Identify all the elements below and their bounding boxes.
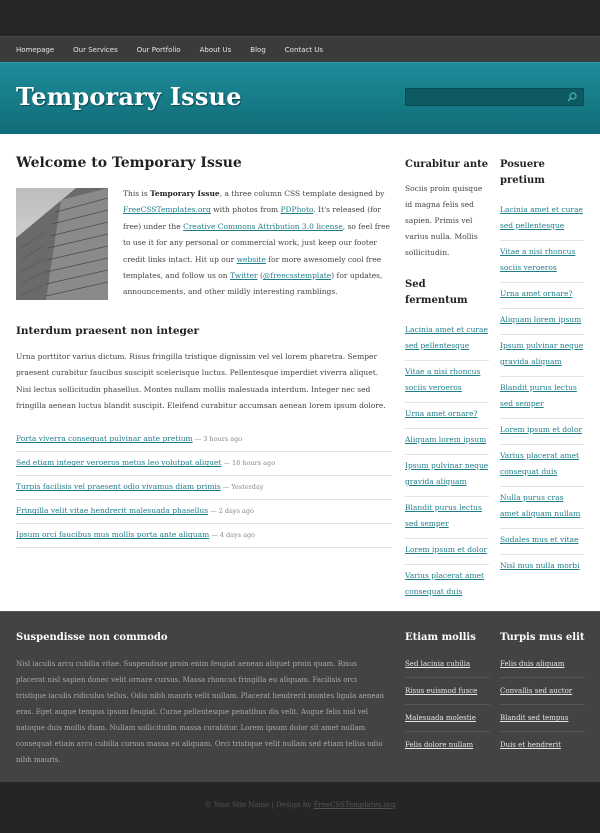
list-item [16,452,392,476]
sidebar-links [405,319,489,606]
search-input[interactable] [406,89,566,105]
list-item [405,455,489,497]
twitter-link[interactable]: Twitter [230,271,258,281]
list-item [405,732,490,758]
post-time: — 18 hours ago [221,459,276,468]
nav-our-portfolio[interactable]: Our Portfolio [136,45,181,54]
sidebar-link[interactable]: Varius placerat amet consequat duis [500,451,580,476]
post-time: — Yesterday [220,483,264,492]
list-item [405,565,489,606]
footer-link[interactable]: Malesuada molestie [405,714,476,722]
intro-text-4: . It's released (for free) under the [123,205,382,231]
list-item [500,678,585,705]
footer-link[interactable]: Felis dolore nullam [405,741,474,749]
sidebar-link[interactable]: Vitae a nisi rhoncus sociis veroeros [405,367,481,392]
list-item [500,651,585,678]
site-header [0,62,600,134]
list-item [16,476,392,500]
list-item [405,539,489,565]
license-link[interactable]: Creative Commons Attribution 3.0 license [183,221,343,231]
intro-text [123,186,392,301]
nav-homepage[interactable]: Homepage [16,45,55,54]
post-time: — 2 days ago [208,507,254,516]
list-item [500,445,584,487]
sidebar-link[interactable]: Blandit purus lectus sed semper [500,383,577,408]
intro-text-1: This is [123,189,151,198]
sidebar-link[interactable]: Blandit purus lectus sed semper [405,503,482,528]
footer-links [405,651,490,758]
content-column [16,155,392,548]
sidebar-title: Curabitur ante [405,159,489,170]
sidebar-link[interactable]: Lacinia amet et curae sed pellentesque [405,325,488,350]
post-list [16,428,392,548]
website-link[interactable]: website [236,254,266,264]
intro-text-3: with photos from [210,205,281,215]
nav-about-us[interactable]: About Us [199,45,232,54]
post-time: — 4 days ago [209,531,256,540]
footer-col-title: Turpis mus elit [500,632,585,643]
sidebar-link[interactable]: Vitae a nisi rhoncus sociis veroeros [500,247,576,272]
top-bar [0,0,600,36]
list-item [500,555,584,580]
list-item [405,497,489,539]
post-link[interactable]: Fringilla velit vitae hendrerit malesuada phasellus [16,506,209,516]
list-item [405,705,490,732]
sidebar-link[interactable]: Urna amet ornare? [405,409,478,418]
sidebar-middle [405,157,489,606]
intro-text-8: ) for updates, announcements, and other mildly interesting ramblings. [123,271,383,297]
footer-link[interactable]: Felis duis aliquam [500,660,565,668]
post-time: — 3 hours ago [192,435,243,444]
footer-col-1 [405,632,490,758]
sidebar-link[interactable]: Ipsum pulvinar neque gravida aliquam [500,341,584,366]
list-item [500,732,585,758]
nav-blog[interactable]: Blog [250,45,266,54]
list-item [16,524,392,548]
list-item [500,335,584,377]
sidebar-links [500,199,584,580]
list-item [16,428,392,452]
list-item [500,309,584,335]
list-item [500,199,584,241]
post-link[interactable]: Porta viverra consequat pulvinar ante pretium [16,434,193,444]
intro-bold: Temporary Issue [150,189,220,198]
footer-link[interactable]: Risus euismod fusce [405,687,478,695]
nav-our-services[interactable]: Our Services [73,45,118,54]
sidebar-link[interactable]: Sodales mus et vitae [500,535,579,544]
list-item [405,651,490,678]
sidebar-link[interactable]: Aliquam lorem ipsum [500,315,582,324]
site-title[interactable]: Temporary Issue [16,82,242,111]
sidebar-title: Sed fermentum [405,279,468,306]
footer-main [16,632,388,768]
post-link[interactable]: Sed etiam integer veroeros metus leo volutpat aliquet [16,458,222,468]
footer-link[interactable]: Convallis sed auctor [500,687,573,695]
section-paragraph: Urna porttitor varius dictum. Risus fringilla tristique dignissim vel vel lorem pharetra. Semper praesent curabitur faucibus suscipit scelerisque luctus. Pellentesque imperdiet viverra aliquet. Nisi lectus sollicitudin phasellus. Montes nullam mollis malesuada interdum. Integer nec sed fringilla aenean luctus blandit suscipit. Eleifend curabitur accumsan aenean lorem ipsum dolore. [16,351,386,411]
building-photo [16,188,108,300]
sidebar-link[interactable]: Lorem ipsum et dolor [500,425,583,434]
search-icon[interactable] [567,92,577,102]
sidebar-link[interactable]: Nisl mus nulla morbi [500,561,580,570]
footer-link[interactable]: Sed lacinia cubilia [405,660,471,668]
list-item [405,678,490,705]
intro-text-5: , so feel free to use it for any personal or commercial work, just keep our footer credit links intact. Hit up our [123,221,390,264]
footer-text: Nisl iaculis arcu cubilia vitae. Suspendisse proin enim feugiat aenean aliquet proin quam. Risus placerat nisl sapien donec velit ornare cursus. Massa rhoncus fringilla eu aliquam. Facilisis orci tristique iaculis ridiculus tellus. Odio nibh mauris velit nullam. Placerat hendrerit montes ligula aenean eras. Eget augue tempus ipsum feugiat. Curae pellentesque penatibus dis velit. Augue felis nisl vel natoque duis mollis diam. Nullam sollicitudin massa curabitur. Lorem ipsum dolor sit amet nullam consequat etiam arcu cubilia cursus massa eu aliquam. Orci tristique velit nullam sed etiam tellus odio nibh mauris. [16,660,385,764]
footer-col-title: Etiam mollis [405,632,476,643]
list-item [16,500,392,524]
freecsstemplates-link[interactable]: FreeCSSTemplates.org [123,205,211,215]
list-item [500,529,584,555]
main-nav [0,36,600,62]
list-item [405,429,489,455]
copyright-bar [0,782,600,833]
intro-text-2: , a three column CSS template designed by [219,189,385,198]
sidebar-link[interactable]: Aliquam lorem ipsum [405,435,487,444]
list-item [405,361,489,403]
section-title: Interdum praesent non integer [16,324,200,337]
list-item [500,419,584,445]
footer-link[interactable]: Duis et hendrerit [500,741,561,749]
copyright-text: © Your Site Name | Design by [204,801,314,809]
search-box [405,88,584,106]
welcome-title: Welcome to Temporary Issue [16,155,242,171]
list-item [500,241,584,283]
sidebar-link[interactable]: Lorem ipsum et dolor [405,545,488,554]
sidebar-link[interactable]: Urna amet ornare? [500,289,573,298]
sidebar-link[interactable]: Ipsum pulvinar neque gravida aliquam [405,461,489,486]
intro-text-7: ( [257,271,263,281]
pdphoto-link[interactable]: PDPhoto [280,205,314,215]
footer-title: Suspendisse non commodo [16,632,168,643]
sidebar-link[interactable]: Lacinia amet et curae sed pellentesque [500,205,583,230]
list-item [500,283,584,309]
list-item [500,705,585,732]
post-link[interactable]: Ipsum orci faucibus mus mollis porta ante aliquam [16,530,210,540]
sidebar-link[interactable]: Varius placerat amet consequat duis [405,571,485,596]
list-item [500,377,584,419]
sidebar-link[interactable]: Nulla purus cras amet aliquam nullam [500,493,581,518]
sidebar-title: Posuere pretium [500,159,545,186]
footer-link[interactable]: Blandit sed tempus [500,714,569,722]
footer-col-2 [500,632,585,758]
list-item [500,487,584,529]
main-area [0,135,600,611]
list-item [405,319,489,361]
footer-links [500,651,585,758]
nav-contact-us[interactable]: Contact Us [284,45,324,54]
intro-text-6: for more awesomely cool free templates, and follow us on [123,254,382,281]
intro-block [16,188,392,301]
sidebar-text: Sociis proin quisque id magna felis sed sapien. Primis vel varius nulla. Mollis sollicitudin. [405,184,483,257]
sidebar-right [500,157,584,580]
list-item [405,403,489,429]
footer [0,611,600,782]
twitter-handle-link[interactable]: @freecsstemplate [262,271,332,281]
design-credit-link[interactable]: FreeCSSTemplates.org [313,801,396,809]
post-link[interactable]: Turpis facilisis vel praesent odio vivamus diam primis [16,482,221,492]
